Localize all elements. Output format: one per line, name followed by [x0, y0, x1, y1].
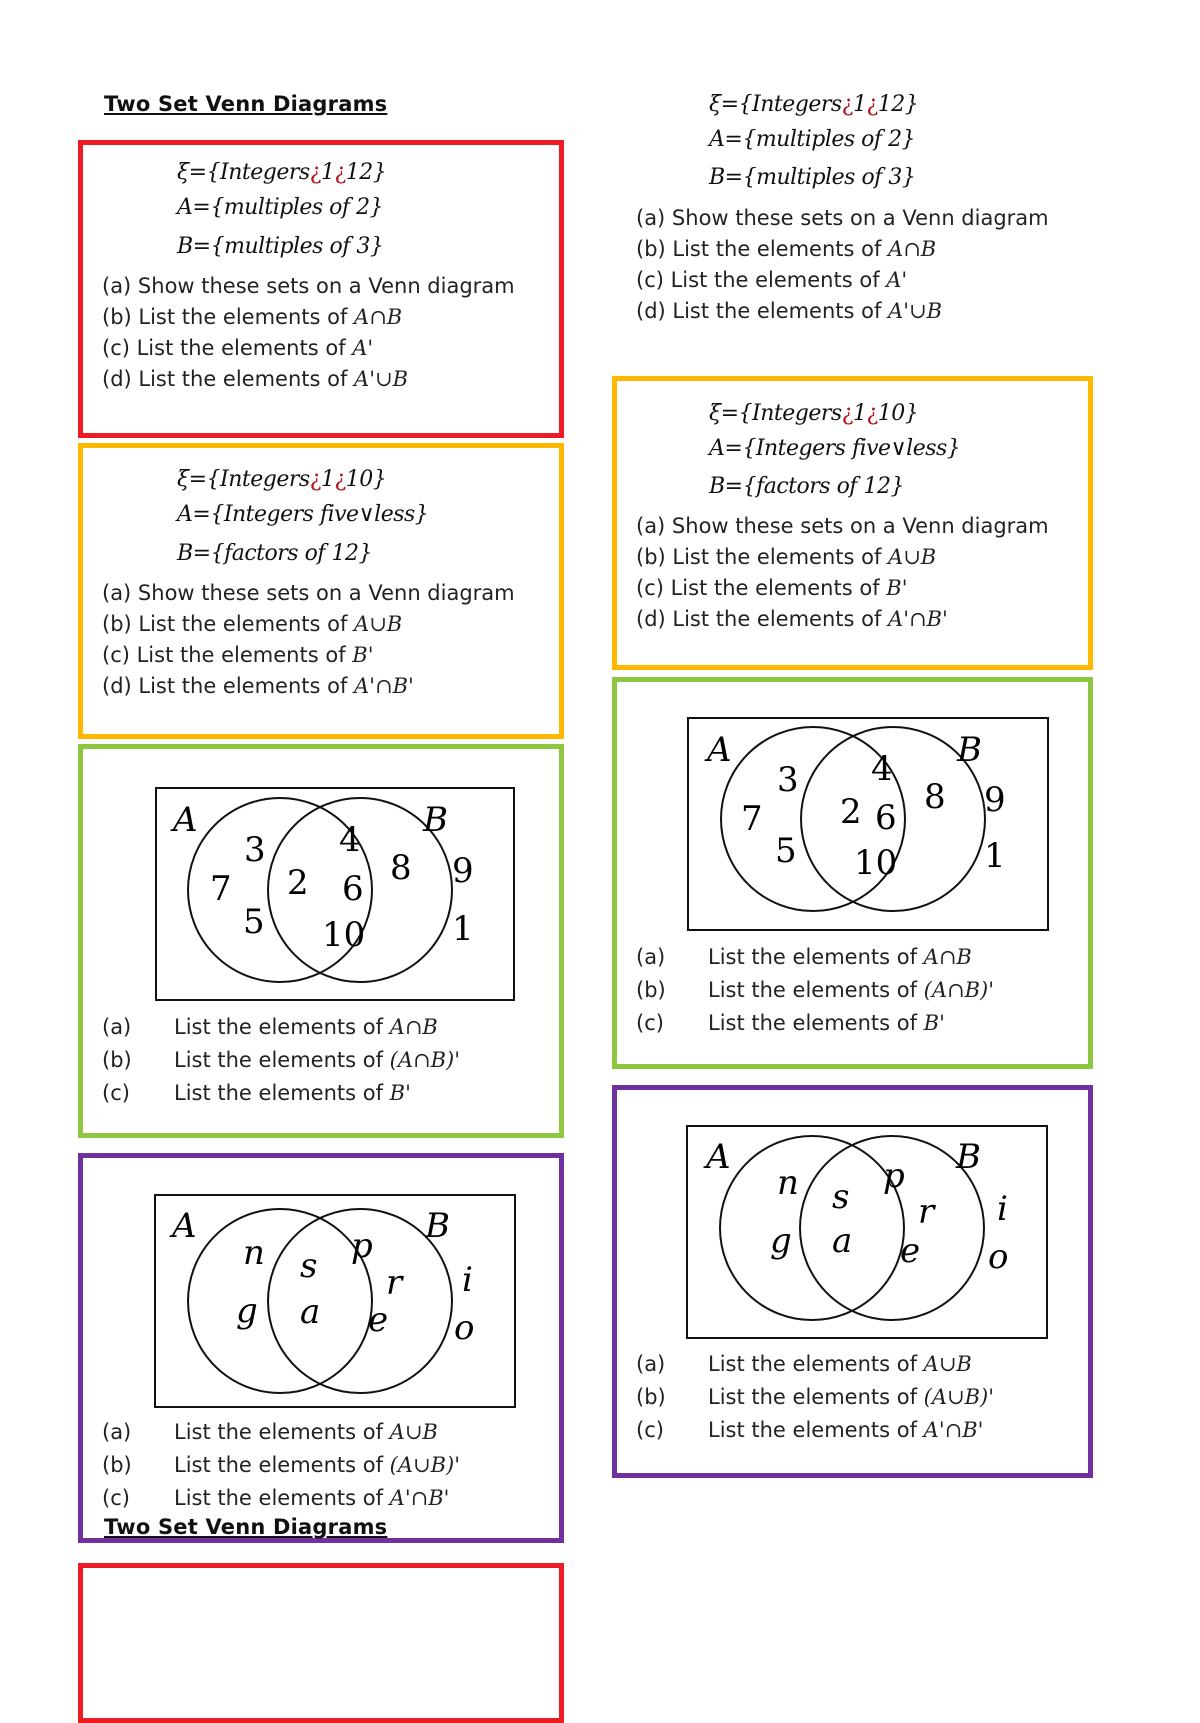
question-b: (b) List the elements of (A∪B)': [636, 1385, 995, 1409]
question-a: (a) Show these sets on a Venn diagram: [102, 581, 515, 605]
element-b-only: r: [918, 1192, 935, 1232]
card-venn-numbers-right: [612, 677, 1093, 1069]
element-b-only: e: [368, 1300, 389, 1340]
card-venn-numbers-left: [78, 744, 564, 1138]
question-list: [102, 578, 515, 702]
element-outside: i: [997, 1189, 1008, 1229]
card-factors-right: [612, 376, 1093, 670]
label-b: B: [423, 800, 448, 840]
question-list: [636, 1348, 994, 1447]
question-d: (d) List the elements of A'∪B: [636, 299, 943, 323]
universal-set: ξ={Integers¿1¿10}: [177, 467, 387, 492]
element-intersection: s: [832, 1177, 850, 1217]
universal-set: ξ={Integers¿1¿10}: [709, 401, 919, 426]
set-a-definition: A={Integers five∨less}: [709, 436, 961, 461]
question-c: (c) List the elements of A'∩B': [102, 1486, 450, 1510]
set-b-definition: B={factors of 12}: [177, 541, 372, 566]
question-b: (b) List the elements of A∪B: [636, 545, 937, 569]
venn-diagram-numbers: [155, 787, 517, 1005]
question-b: (b) List the elements of (A∩B)': [636, 978, 995, 1002]
element-b-only: p: [883, 1156, 905, 1196]
question-a: (a) List the elements of A∪B: [636, 1352, 972, 1376]
question-list: [102, 1416, 460, 1515]
element-a-only: g: [236, 1291, 258, 1331]
page-heading-repeat: Two Set Venn Diagrams: [104, 1515, 388, 1539]
circle-a: [720, 1136, 904, 1320]
circle-a: [188, 1209, 372, 1393]
question-d: (d) List the elements of A'∩B': [636, 607, 948, 631]
element-b-only: 6: [875, 798, 897, 838]
element-a-only: 5: [775, 831, 797, 871]
label-a: A: [173, 800, 198, 840]
element-b-only: 8: [924, 777, 946, 817]
question-b: (b) List the elements of A∩B: [636, 237, 937, 261]
element-intersection: 2: [287, 863, 309, 903]
question-list: [102, 1011, 460, 1110]
element-a-only: n: [777, 1163, 799, 1203]
set-b-definition: B={multiples of 3}: [177, 234, 384, 259]
question-b: (b) List the elements of (A∪B)': [102, 1453, 461, 1477]
element-b-only: 6: [342, 869, 364, 909]
element-b-only: 4: [871, 749, 893, 789]
element-outside: 9: [984, 780, 1006, 820]
question-a: (a) List the elements of A∪B: [102, 1420, 438, 1444]
universal-rectangle: [687, 1126, 1047, 1338]
element-a-only: 3: [777, 760, 799, 800]
universal-set: ξ={Integers¿1¿12}: [177, 160, 387, 185]
element-intersection: s: [300, 1246, 318, 1286]
element-b-only: 10: [854, 843, 898, 883]
element-outside: o: [454, 1308, 475, 1348]
question-b: (b) List the elements of (A∩B)': [102, 1048, 461, 1072]
label-b: B: [957, 730, 982, 770]
question-list: [102, 271, 515, 395]
element-a-only: n: [243, 1233, 265, 1273]
element-b-only: e: [900, 1231, 921, 1271]
question-b: (b) List the elements of A∪B: [102, 612, 403, 636]
question-list: [636, 511, 1049, 635]
element-outside: 9: [452, 851, 474, 891]
set-a-definition: A={multiples of 2}: [177, 195, 384, 220]
element-outside: o: [988, 1237, 1009, 1277]
element-b-only: 10: [322, 915, 366, 955]
question-c: (c) List the elements of B': [636, 576, 908, 600]
element-a-only: 7: [741, 799, 763, 839]
question-a: (a) List the elements of A∩B: [636, 945, 972, 969]
venn-diagram-numbers: [687, 717, 1051, 935]
question-c: (c) List the elements of B': [102, 1081, 411, 1105]
label-b: B: [956, 1137, 981, 1177]
question-c: (c) List the elements of A'∩B': [636, 1418, 984, 1442]
element-a-only: 5: [243, 902, 265, 942]
question-c: (c) List the elements of B': [102, 643, 374, 667]
element-a-only: 3: [244, 830, 266, 870]
set-a-definition: A={multiples of 2}: [709, 127, 916, 152]
card-multiples-left: [78, 140, 564, 438]
label-a: A: [707, 730, 732, 770]
question-c: (c) List the elements of A': [636, 268, 908, 292]
question-a: (a) Show these sets on a Venn diagram: [636, 206, 1049, 230]
question-d: (d) List the elements of A'∩B': [102, 674, 414, 698]
element-a-only: g: [770, 1221, 792, 1261]
question-list: [636, 941, 994, 1040]
set-b-definition: B={factors of 12}: [709, 474, 904, 499]
question-c: (c) List the elements of A': [102, 336, 374, 360]
card-factors-left: [78, 443, 564, 739]
set-a-definition: A={Integers five∨less}: [177, 502, 429, 527]
element-a-only: 7: [210, 869, 232, 909]
set-b-definition: B={multiples of 3}: [709, 165, 916, 190]
card-empty-bottom: [78, 1563, 564, 1723]
element-outside: 1: [452, 909, 474, 949]
element-intersection: a: [300, 1292, 321, 1332]
question-a: (a) Show these sets on a Venn diagram: [102, 274, 515, 298]
label-b: B: [425, 1206, 450, 1246]
universal-set: ξ={Integers¿1¿12}: [709, 92, 919, 117]
card-venn-letters-right: [612, 1085, 1093, 1478]
element-intersection: 2: [840, 792, 862, 832]
element-b-only: r: [386, 1263, 403, 1303]
element-outside: i: [462, 1260, 473, 1300]
element-b-only: 8: [390, 848, 412, 888]
element-intersection: a: [832, 1221, 853, 1261]
venn-diagram-letters: [686, 1125, 1050, 1343]
element-b-only: 4: [339, 820, 361, 860]
question-c: (c) List the elements of B': [636, 1011, 945, 1035]
page-heading: Two Set Venn Diagrams: [104, 92, 388, 116]
card-venn-letters-left: [78, 1153, 564, 1543]
venn-diagram-letters: [154, 1194, 518, 1412]
question-list: [636, 203, 1049, 327]
question-a: (a) Show these sets on a Venn diagram: [636, 514, 1049, 538]
element-outside: 1: [984, 836, 1006, 876]
question-b: (b) List the elements of A∩B: [102, 305, 403, 329]
question-a: (a) List the elements of A∩B: [102, 1015, 438, 1039]
question-d: (d) List the elements of A'∪B: [102, 367, 409, 391]
label-a: A: [172, 1206, 197, 1246]
label-a: A: [706, 1137, 731, 1177]
element-b-only: p: [351, 1226, 373, 1266]
